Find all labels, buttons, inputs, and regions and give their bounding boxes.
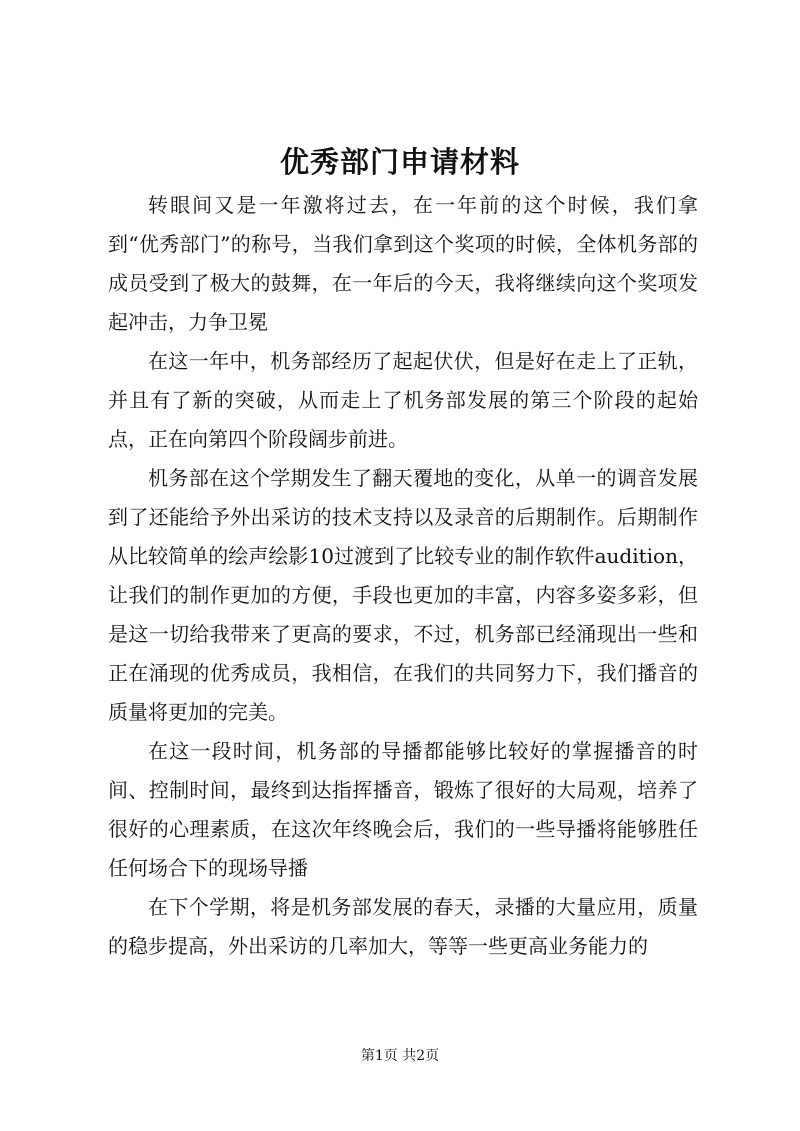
document-body <box>108 186 698 966</box>
page-number-footer: 第1页 共2页 <box>360 1048 440 1064</box>
document-title: 优秀部门申请材料 <box>279 145 520 179</box>
paragraph-1: 转眼间又是一年激将过去，在一年前的这个时候，我们拿到“优秀部门”的称号，当我们拿到这个奖项的时候，全体机务部的成员受到了极大的鼓舞，在一年后的今天，我将继续向这个奖项发起冲击，力争卫冕 <box>108 193 698 334</box>
paragraph-2: 在这一年中，机务部经历了起起伏伏，但是好在走上了正轨，并且有了新的突破，从而走上了机务部发展的第三个阶段的起始点，正在向第四个阶段阔步前进。 <box>108 349 698 451</box>
paragraph-5: 在下个学期，将是机务部发展的春天，录播的大量应用，质量的稳步提高，外出采访的几率加大，等等一些更高业务能力的 <box>108 895 698 958</box>
paragraph-4: 在这一段时间，机务部的导播都能够比较好的掌握播音的时间、控制时间，最终到达指挥播音，锻炼了很好的大局观，培养了很好的心理素质，在这次年终晚会后，我们的一些导播将能够胜任任何场合下的现场导播 <box>108 739 698 880</box>
paragraph-3: 机务部在这个学期发生了翻天覆地的变化，从单一的调音发展到了还能给予外出采访的技术支持以及录音的后期制作。后期制作从比较简单的绘声绘影10过渡到了比较专业的制作软件audition，让我们的制作更加的方便，手段也更加的丰富，内容多姿多彩，但是这一切给我带来了更高的要求，不过，机务部已经涌现出一些和正在涌现的优秀成员，我相信，在我们的共同努力下，我们播音的质量将更加的完美。 <box>108 466 698 724</box>
